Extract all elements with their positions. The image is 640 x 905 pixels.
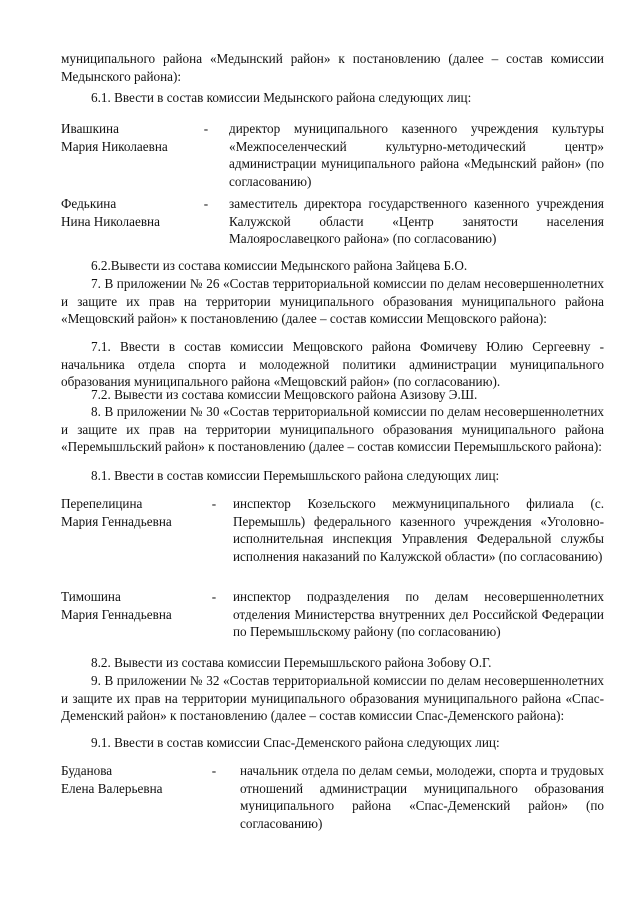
paragraph-9-1: 9.1. Ввести в состав комиссии Спас-Деменского района следующих лиц: [91, 735, 500, 750]
paragraph-intro: муниципального района «Медынский район» к постановлению (далее – состав комиссии Медынского района): [61, 51, 604, 84]
dash-separator: - [211, 763, 217, 778]
paragraph-6-1: 6.1. Ввести в состав комиссии Медынского района следующих лиц: [91, 90, 472, 105]
member-surname: Перепелицина [61, 496, 143, 511]
member-given-names: Мария Николаевна [61, 138, 168, 154]
member-given-names: Мария Геннадьевна [61, 513, 172, 529]
dash-separator: - [203, 121, 209, 136]
paragraph-9: 9. В приложении № 32 «Состав территориальной комиссии по делам несовершеннолетних и защите их прав на территории муниципального образования муниципального района «Спас-Деменский район» к постановлению (далее – состав комиссии Спас-Деменского района): [61, 673, 604, 724]
member-perepelitsina-position: инспектор Козельского межмуниципального филиала (с. Перемышль) федерального казенного учреждения «Уголовно-исполнительная инспекция Управления Федеральной службы исполнения наказаний по Калужской области» (по согласованию) [233, 496, 604, 564]
member-given-names: Мария Геннадьевна [61, 606, 172, 622]
member-timoshina-name [61, 588, 211, 623]
dash-separator: - [203, 196, 209, 211]
member-ivashkina-position: директор муниципального казенного учреждения культуры «Межпоселенческий культурно-методический центр» администрации муниципального района «Медынский район» (по согласованию) [229, 121, 604, 189]
member-surname: Ивашкина [61, 121, 119, 136]
member-surname: Буданова [61, 763, 113, 778]
dash-separator: - [211, 496, 217, 511]
member-fedkina-name [61, 195, 211, 230]
member-given-names: Елена Валерьевна [61, 780, 163, 796]
member-given-names: Нина Николаевна [61, 213, 160, 229]
paragraph-7-2: 7.2. Вывести из состава комиссии Мещовского района Азизову Э.Ш. [91, 387, 478, 402]
member-fedkina-position: заместитель директора государственного казенного учреждения Калужской области «Центр занятости населения Малоярославецкого района» (по согласованию) [229, 196, 604, 247]
paragraph-8: 8. В приложении № 30 «Состав территориальной комиссии по делам несовершеннолетних и защите их прав на территории муниципального образования муниципального района «Перемышльский район» к постановлению (далее – состав комиссии Перемышльского района): [61, 404, 604, 455]
paragraph-7-1: 7.1. Ввести в состав комиссии Мещовского района Фомичеву Юлию Сергеевну - начальника отдела спорта и молодежной политики администрации муниципального образования муниципального района «Мещовский район» (по согласованию). [61, 339, 604, 390]
member-budanova-position: начальник отдела по делам семьи, молодежи, спорта и трудовых отношений администрации муниципального образования муниципального района «Спас-Деменский район» (по согласованию) [240, 763, 604, 831]
dash-separator: - [211, 589, 217, 604]
member-budanova-name [61, 762, 211, 797]
paragraph-6-2: 6.2.Вывести из состава комиссии Медынского района Зайцева Б.О. [91, 258, 468, 273]
paragraph-8-2: 8.2. Вывести из состава комиссии Перемышльского района Зобову О.Г. [91, 655, 492, 670]
paragraph-8-1: 8.1. Ввести в состав комиссии Перемышльского района следующих лиц: [91, 468, 500, 483]
member-ivashkina-name [61, 120, 211, 155]
member-timoshina-position: инспектор подразделения по делам несовершеннолетних отделения Министерства внутренних дел Российской Федерации по Перемышльскому району (по согласованию) [233, 589, 604, 640]
member-perepelitsina-name [61, 495, 211, 530]
member-surname: Тимошина [61, 589, 121, 604]
member-surname: Федькина [61, 196, 117, 211]
paragraph-7: 7. В приложении № 26 «Состав территориальной комиссии по делам несовершеннолетних и защите их прав на территории муниципального образования муниципального района «Мещовский район» к постановлению (далее – состав комиссии Мещовского района): [61, 276, 604, 327]
